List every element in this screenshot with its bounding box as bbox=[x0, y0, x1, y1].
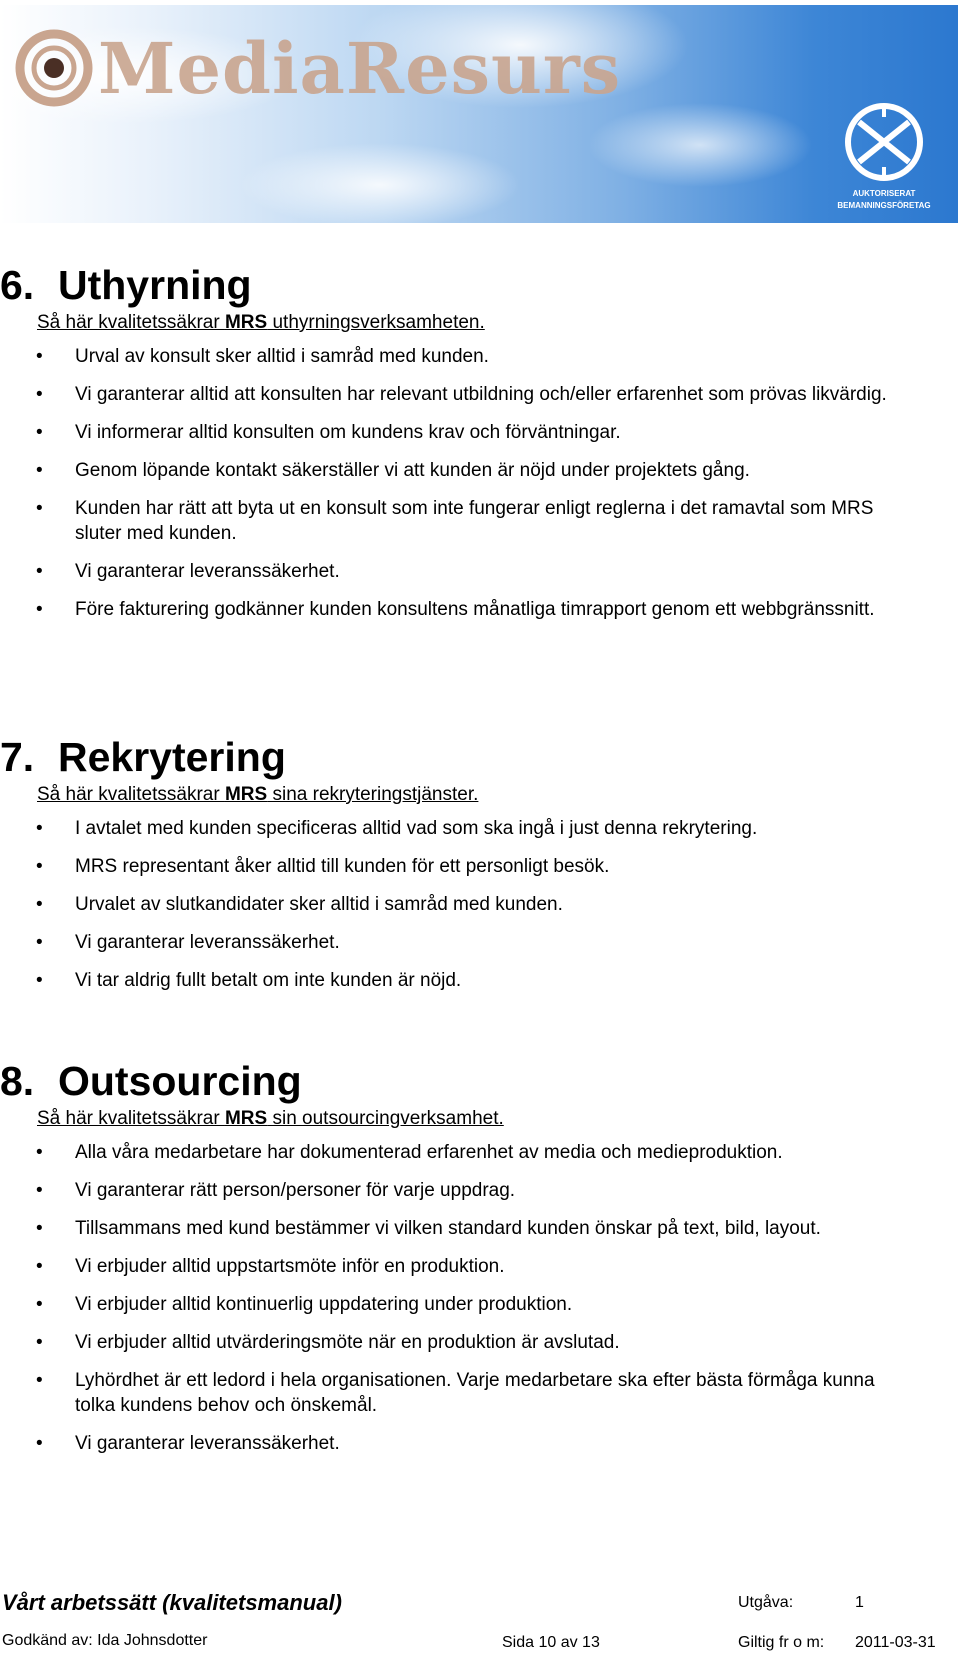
authorized-seal bbox=[828, 97, 940, 211]
section-intro: Så här kvalitetssäkrar MRS sin outsourcingverksamhet. bbox=[37, 1108, 504, 1129]
valid-from-value: 2011-03-31 bbox=[855, 1634, 936, 1651]
list-item: • Vi garanterar leveranssäkerhet. bbox=[36, 1433, 340, 1454]
section-number: 7. bbox=[0, 734, 35, 780]
list-item: • Lyhördhet är ett ledord i hela organisationen. Varje medarbetare ska efter bästa förmåga kunna tolka kundens behov och önskemål. bbox=[36, 1370, 875, 1416]
bullet-icon: • bbox=[36, 856, 43, 877]
seal-line-2: BEMANNINGSFÖRETAG bbox=[837, 201, 931, 210]
bullet-icon: • bbox=[36, 1433, 43, 1454]
section-title: Uthyrning bbox=[58, 262, 252, 308]
logo-text: MediaResurs bbox=[98, 26, 622, 110]
list-item: • Vi garanterar leveranssäkerhet. bbox=[36, 932, 340, 953]
bullet-icon: • bbox=[36, 460, 43, 481]
approved-by: Godkänd av: Ida Johnsdotter bbox=[2, 1632, 208, 1649]
list-item: • Vi garanterar alltid att konsulten har relevant utbildning och/eller erfarenhet som prövas likvärdig. bbox=[36, 384, 887, 405]
list-item: • Vi garanterar rätt person/personer för varje uppdrag. bbox=[36, 1180, 516, 1201]
list-item: • Vi garanterar leveranssäkerhet. bbox=[36, 561, 340, 582]
bullet-icon: • bbox=[36, 932, 43, 953]
list-item: • Kunden har rätt att byta ut en konsult som inte fungerar enligt reglerna i det ramavtal som MRS sluter med kunden. bbox=[36, 498, 874, 544]
list-item: • Vi erbjuder alltid kontinuerlig uppdatering under produktion. bbox=[36, 1294, 573, 1315]
section-number: 8. bbox=[0, 1058, 35, 1104]
bullet-icon: • bbox=[36, 1218, 43, 1239]
section-title: Outsourcing bbox=[58, 1058, 302, 1104]
list-item: • Urvalet av slutkandidater sker alltid i samråd med kunden. bbox=[36, 894, 563, 915]
bullet-icon: • bbox=[36, 1332, 43, 1353]
seal-icon bbox=[839, 97, 929, 187]
edition-value: 1 bbox=[855, 1594, 864, 1611]
bullet-icon: • bbox=[36, 384, 43, 405]
bullet-list bbox=[0, 816, 940, 993]
bullet-icon: • bbox=[36, 894, 43, 915]
list-item: • MRS representant åker alltid till kunden för ett personligt besök. bbox=[36, 856, 610, 877]
bullet-icon: • bbox=[36, 1370, 43, 1391]
bullet-icon: • bbox=[36, 970, 43, 991]
bullet-icon: • bbox=[36, 1256, 43, 1277]
section-title: Rekrytering bbox=[58, 734, 286, 780]
valid-from-label: Giltig fr o m: bbox=[738, 1634, 825, 1651]
list-item: • Genom löpande kontakt säkerställer vi att kunden är nöjd under projektets gång. bbox=[36, 460, 750, 481]
bullet-icon: • bbox=[36, 1294, 43, 1315]
footer-title: Vårt arbetssätt (kvalitetsmanual) bbox=[2, 1590, 342, 1615]
section-intro: Så här kvalitetssäkrar MRS sina rekryteringstjänster. bbox=[37, 784, 479, 805]
bullet-icon: • bbox=[36, 422, 43, 443]
list-item: • Vi tar aldrig fullt betalt om inte kunden är nöjd. bbox=[36, 970, 462, 991]
bullet-icon: • bbox=[36, 346, 43, 367]
section-rekrytering bbox=[0, 730, 940, 1006]
section-uthyrning bbox=[0, 258, 940, 635]
page-footer bbox=[0, 1590, 960, 1655]
bullet-icon: • bbox=[36, 561, 43, 582]
page-number: Sida 10 av 13 bbox=[502, 1634, 600, 1651]
list-item: • Urval av konsult sker alltid i samråd med kunden. bbox=[36, 346, 489, 367]
section-heading bbox=[0, 1054, 940, 1108]
bullet-icon: • bbox=[36, 498, 43, 519]
list-item: • I avtalet med kunden specificeras alltid vad som ska ingå i just denna rekrytering. bbox=[36, 818, 758, 839]
header-banner bbox=[0, 5, 958, 223]
logo-ring-icon bbox=[14, 28, 94, 108]
section-outsourcing bbox=[0, 1054, 940, 1469]
bullet-list bbox=[0, 1140, 940, 1456]
bullet-icon: • bbox=[36, 818, 43, 839]
list-item: • Före fakturering godkänner kunden konsultens månatliga timrapport genom ett webbgränssnitt. bbox=[36, 599, 875, 620]
mediaresurs-logo bbox=[14, 23, 621, 113]
section-number: 6. bbox=[0, 262, 35, 308]
section-heading bbox=[0, 730, 940, 784]
section-heading bbox=[0, 258, 940, 312]
list-item: • Vi erbjuder alltid utvärderingsmöte när en produktion är avslutad. bbox=[36, 1332, 620, 1353]
list-item: • Vi informerar alltid konsulten om kundens krav och förväntningar. bbox=[36, 422, 621, 443]
bullet-icon: • bbox=[36, 1180, 43, 1201]
list-item: • Tillsammans med kund bestämmer vi vilken standard kunden önskar på text, bild, layout. bbox=[36, 1218, 821, 1239]
bullet-icon: • bbox=[36, 599, 43, 620]
seal-line-1: AUKTORISERAT bbox=[852, 189, 916, 198]
bullet-list bbox=[0, 344, 940, 622]
list-item: • Vi erbjuder alltid uppstartsmöte inför en produktion. bbox=[36, 1256, 505, 1277]
bullet-icon: • bbox=[36, 1142, 43, 1163]
list-item: • Alla våra medarbetare har dokumenterad erfarenhet av media och medieproduktion. bbox=[36, 1142, 783, 1163]
section-intro: Så här kvalitetssäkrar MRS uthyrningsverksamheten. bbox=[37, 312, 485, 333]
edition-label: Utgåva: bbox=[738, 1594, 794, 1611]
